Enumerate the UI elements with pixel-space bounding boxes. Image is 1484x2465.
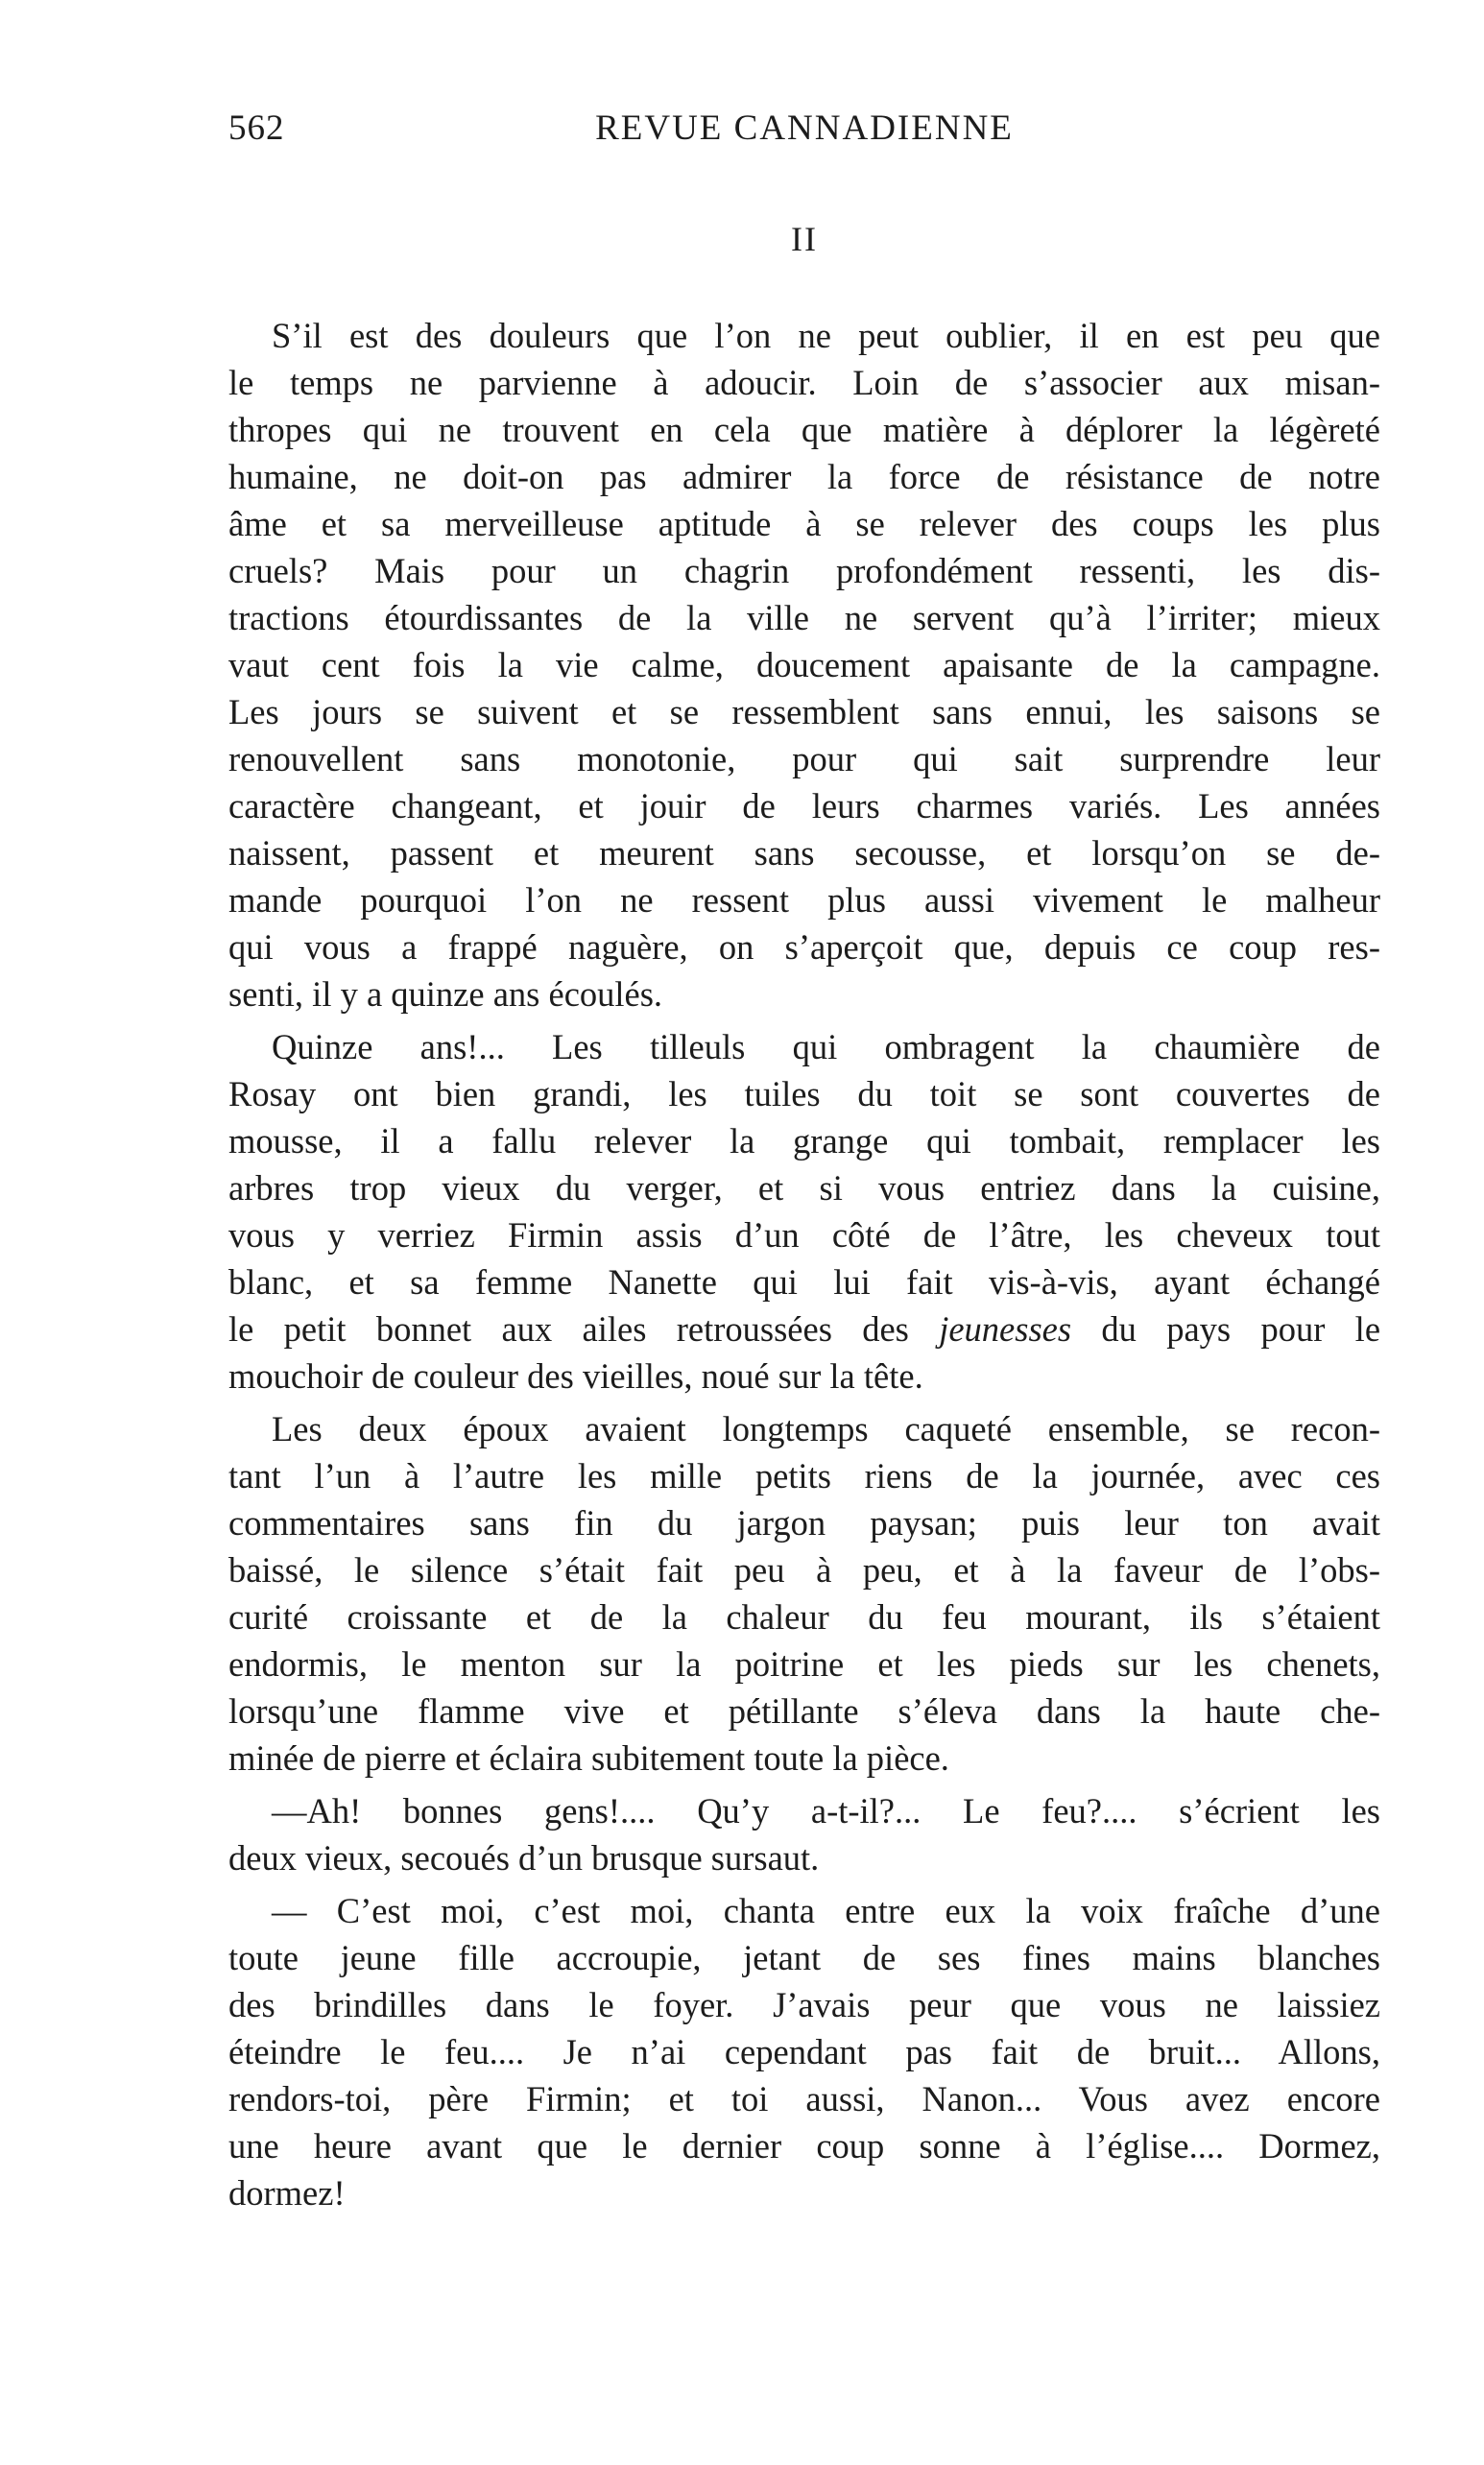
text-line: âme et sa merveilleuse aptitude à se relever des coups les plus bbox=[228, 504, 1380, 543]
text-segment: du pays pour le bbox=[1101, 1309, 1380, 1349]
text-line: blanc, et sa femme Nanette qui lui fait vis-à-vis, ayant échangé bbox=[228, 1262, 1380, 1302]
text-line: Quinze ans!... Les tilleuls qui ombragent la chaumière de bbox=[272, 1027, 1380, 1066]
text-line: naissent, passent et meurent sans secousse, et lorsqu’on se de- bbox=[228, 833, 1380, 873]
text-line: éteindre le feu.... Je n’ai cependant pas fait de bruit... Allons, bbox=[228, 2032, 1380, 2071]
text-line: deux vieux, secoués d’un brusque sursaut. bbox=[228, 1838, 820, 1878]
text-line: caractère changeant, et jouir de leurs charmes variés. Les années bbox=[228, 786, 1380, 826]
text-line: rendors-toi, père Firmin; et toi aussi, Nanon... Vous avez encore bbox=[228, 2079, 1380, 2118]
text-line: S’il est des douleurs que l’on ne peut oublier, il en est peu que bbox=[272, 316, 1380, 355]
text-line: dormez! bbox=[228, 2173, 346, 2213]
text-line: — C’est moi, c’est moi, chanta entre eux la voix fraîche d’une bbox=[272, 1891, 1380, 1930]
text-line: cruels? Mais pour un chagrin profondément ressenti, les dis- bbox=[228, 551, 1380, 590]
italic-word: jeunesses bbox=[939, 1309, 1072, 1349]
text-line: lorsqu’une flamme vive et pétillante s’éleva dans la haute che- bbox=[228, 1691, 1380, 1731]
paragraph-1 bbox=[228, 312, 1380, 1017]
body-text bbox=[228, 312, 1380, 2222]
text-line: baissé, le silence s’était fait peu à peu, et à la faveur de l’obs- bbox=[228, 1550, 1380, 1590]
text-line: minée de pierre et éclaira subitement toute la pièce. bbox=[228, 1738, 949, 1778]
paragraph-5 bbox=[228, 1887, 1380, 2216]
text-line: tant l’un à l’autre les mille petits riens de la journée, avec ces bbox=[228, 1456, 1380, 1496]
text-line: senti, il y a quinze ans écoulés. bbox=[228, 974, 663, 1014]
text-segment: le petit bonnet aux ailes retroussées des bbox=[228, 1309, 909, 1349]
text-line: mande pourquoi l’on ne ressent plus aussi vivement le malheur bbox=[228, 880, 1380, 920]
paragraph-2 bbox=[228, 1023, 1380, 1400]
text-line-with-italic bbox=[228, 1305, 1380, 1352]
text-line: tractions étourdissantes de la ville ne servent qu’à l’irriter; mieux bbox=[228, 598, 1380, 637]
journal-title: REVUE CANNADIENNE bbox=[595, 108, 1014, 148]
text-line: endormis, le menton sur la poitrine et les pieds sur les chenets, bbox=[228, 1644, 1380, 1684]
text-line: —Ah! bonnes gens!.... Qu’y a-t-il?... Le feu?.... s’écrient les bbox=[272, 1791, 1380, 1831]
paragraph-3 bbox=[228, 1405, 1380, 1782]
text-line: humaine, ne doit-on pas admirer la force de résistance de notre bbox=[228, 457, 1380, 496]
text-line: Les jours se suivent et se ressemblent sans ennui, les saisons se bbox=[228, 692, 1380, 731]
text-line: le temps ne parvienne à adoucir. Loin de s’associer aux misan- bbox=[228, 363, 1380, 402]
section-heading: II bbox=[791, 220, 818, 258]
text-line: toute jeune fille accroupie, jetant de ses fines mains blanches bbox=[228, 1938, 1380, 1977]
text-line: une heure avant que le dernier coup sonne à l’église.... Dormez, bbox=[228, 2126, 1380, 2166]
text-line: vous y verriez Firmin assis d’un côté de l’âtre, les cheveux tout bbox=[228, 1215, 1380, 1255]
text-line: curité croissante et de la chaleur du feu mourant, ils s’étaient bbox=[228, 1597, 1380, 1637]
text-line: thropes qui ne trouvent en cela que matière à déplorer la légèreté bbox=[228, 410, 1380, 449]
text-line: vaut cent fois la vie calme, doucement apaisante de la campagne. bbox=[228, 645, 1380, 684]
text-line: renouvellent sans monotonie, pour qui sait surprendre leur bbox=[228, 739, 1380, 778]
text-line: mouchoir de couleur des vieilles, noué sur la tête. bbox=[228, 1356, 923, 1396]
text-line: Les deux époux avaient longtemps caqueté ensemble, se recon- bbox=[272, 1409, 1380, 1448]
text-line: Rosay ont bien grandi, les tuiles du toit se sont couvertes de bbox=[228, 1074, 1380, 1113]
text-line: mousse, il a fallu relever la grange qui tombait, remplacer les bbox=[228, 1121, 1380, 1161]
text-line: des brindilles dans le foyer. J’avais peur que vous ne laissiez bbox=[228, 1985, 1380, 2024]
page-number: 562 bbox=[228, 108, 285, 148]
text-line: commentaires sans fin du jargon paysan; puis leur ton avait bbox=[228, 1503, 1380, 1543]
running-head bbox=[228, 108, 1380, 156]
text-line: arbres trop vieux du verger, et si vous entriez dans la cuisine, bbox=[228, 1168, 1380, 1208]
paragraph-4 bbox=[228, 1787, 1380, 1881]
text-line: qui vous a frappé naguère, on s’aperçoit que, depuis ce coup res- bbox=[228, 927, 1380, 967]
